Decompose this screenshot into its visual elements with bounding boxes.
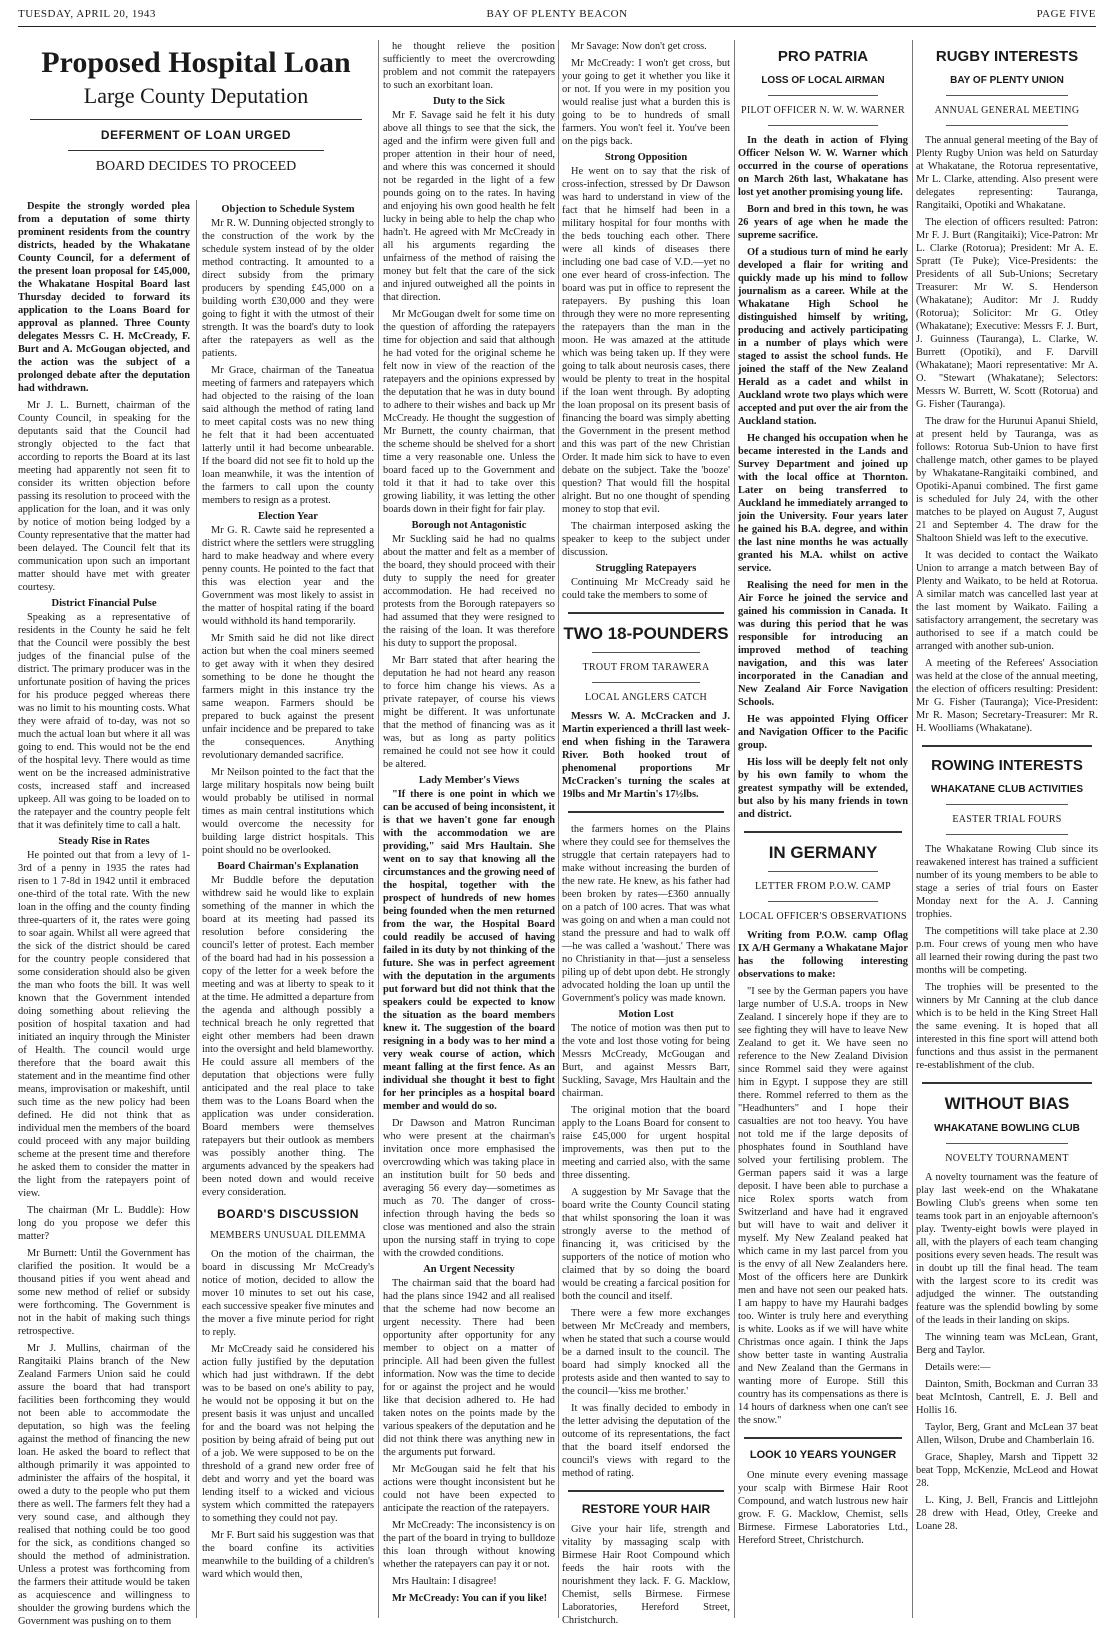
paragraph: Details were:— [925, 1362, 991, 1374]
crosshead: Borough not Antagonistic [411, 520, 527, 531]
paragraph: He was appointed Flying Officer and Navigation Officer to the Pacific group. [738, 714, 908, 751]
younger-ad-headline: LOOK 10 YEARS YOUNGER [749, 1449, 897, 1462]
hospital-article [18, 40, 374, 1627]
rugby-body [916, 134, 1098, 735]
paragraph: Mr Burnett: Until the Government has clarified the position. It would be a thousand pities if you went ahead and some new method of relief or subsidy were forthcoming. The Government is not in the habit of making such things retrospective. [18, 1248, 190, 1337]
rugby-deck-1: BAY OF PLENTY UNION [950, 75, 1064, 86]
paragraph: The election of officers resulted: Patron: Mr F. J. Burt (Rangitaiki); Vice-Patron: Mr L. Clarke (Rotorua); President: Mr A. E. Spratt (Te Puke); Vice-Presidents: the Presidents of all Sub-Unions; Secretary Treasurer: Mr W. S. Henderson (Whakatane); Auditor: Mr J. Ruddy (Rotorua); Solicitor: Mr G. Otley (Whakatane); Executive: Messrs F. J. Burt, J. Guinness (Tauranga), L. Clarke, W. Burrett (Opotiki), and F. Darvill (Whakatane); Maori representative: Mr A. O. "Stewart (Whakatane); Selectors: Messrs W. Burrett, W. Scott (Rotorua) and G. Fisher (Tauranga). [916, 217, 1098, 410]
rugby-deck-2: ANNUAL GENERAL MEETING [934, 105, 1080, 116]
paragraph: He changed his occupation when he became interested in the Lands and Survey Department and joined up with the local office at Thornton. Later on being transferred to Auckland he immediately arranged to join the University. Four years later he gained his B.A. degree, and within the last nine months he was actually granted his M.A. whilst on active service. [738, 433, 908, 574]
paragraph: Mr F. Burt said his suggestion was that the board confine its activities meanwhile to the building of a children's ward which would then, [202, 1530, 374, 1580]
paragraph: Despite the strongly worded plea from a deputation of some thirty prominent residents from the country districts, headed by the Whakatane County Council, for a deferment of the present loan proposal for £45,000, the Whakatane Hospital Board last Thursday decided to forward its application to the Loans Board for approval as planned. Three County delegates Messrs C. H. McCready, F. Burt and A. McGougan objected, and the action was the subject of a prolonged debate after the deputation had withdrawn. [18, 201, 190, 394]
paragraph: Dr Dawson and Matron Runciman who were present at the chairman's invitation once more emphasised the overcrowding which was taking place in an institution built for 50 beds and averaging 56 every day—sometimes as much as 70. The danger of cross-infection through having the beds so close was mentioned and also the strain upon the nursing staff in trying to cope with the crowded conditions. [383, 1118, 555, 1259]
germany-deck-1: LETTER FROM P.O.W. CAMP [755, 881, 891, 893]
paragraph: Mr Barr stated that after hearing the deputation he had not heard any reason to force him change his views. As a private ratepayer, of course his views might be different. It was unfortunate that the method of financing was as it was, but as long as party politics remained he could not see how it could be altered. [383, 655, 555, 770]
section-deck: MEMBERS UNUSUAL DILEMMA [210, 1230, 366, 1241]
column-rule [558, 40, 559, 1618]
hospital-column-a [18, 200, 190, 1627]
paragraph: Mr R. W. Dunning objected strongly to the construction of the work by the schedule system instead of by the older method contracting. It amounted to a direct subsidy from the primary producers by spending £45,000 on a building worth £30,000 and they were going to fight it with the utmost of their strength. It was the board's duty to look after the ratepayers as well as the patients. [202, 218, 374, 359]
paragraph: In the death in action of Flying Officer Nelson W. W. Warner which occurred in the course of operations on March 26th last, Whakatane has lost yet another promising young life. [738, 135, 908, 198]
pro-patria-deck-2: PILOT OFFICER N. W. W. WARNER [741, 105, 905, 116]
paragraph: Mr McCready: I won't get cross, but your going to get it whether you like it or not. If you were in my position you would realise just what a burden this is going to be to hundreds of small farmers. You won't feel it. You've been on the pigs back. [562, 58, 730, 147]
paragraph: Mr Grace, chairman of the Taneatua meeting of farmers and ratepayers which had objected to the raising of the loan said although the method of rating land to meet capital costs was no new thing he felt that it had been accentuated latterly until it had become unbearable. If the board did not see fit to hold up the loan meanwhile, it was the intention of the farmers to call upon the county members to resign as a protest. [202, 365, 374, 506]
paragraph: "I see by the German papers you have large number of U.S.A. troops in New Zealand. I sincerely hope if they are to see fighting they will have to leave New Zealand to get it. We have seen no reference to the New Zealand Division since Rommel said they were against him in Egypt. I suppose they are still there. Rommel referred to them as the "Headhunters" and I hope their casualties are not too heavy. You have not told me if the large deposits of phosphates found in Southland have solved your fertilising problem. The German papers said it was a large deposit. I have been able to purchase a nice Rolex sports watch from Switzerland and have had it engraved but will have to wait and deliver it myself. My New Zealand peaked hat which came in my last parcel from you is the envy of all New Zealanders here. Most of the officers here are Dunkirk men and have not seen our peaked hats. I am happy to have my Haurahi badges too. Winter is truly here and everything is white. Looks as if we will have white Christmas once again. I think the Japs show better taste in wanting Australia and New Zealand than the Germans in wanting more of Europe. Still this country has its compensations as there is 14 hours of darkness when one can't see the snow." [738, 986, 908, 1427]
crosshead: Steady Rise in Rates [58, 836, 150, 847]
paragraph: His loss will be deeply felt not only by his own family to whom the greatest sympathy will be extended, but also by his many friends in town and district. [738, 757, 908, 820]
headline: Proposed Hospital Loan [41, 46, 351, 79]
paragraph: There were a few more exchanges between Mr McCready and members, when he stated that such a course would be a darned insult to the council. The board had simply knocked all the protests aside and then wanted to say to the council—'kiss me brother.' [562, 1308, 730, 1398]
section-heading: BOARD'S DISCUSSION [217, 1207, 359, 1221]
crosshead: Election Year [258, 511, 318, 522]
bowling-headline: WITHOUT BIAS [944, 1094, 1070, 1113]
deck-1: Large County Deputation [83, 83, 309, 108]
hospital-column-b [202, 200, 374, 1618]
hair-ad-headline: RESTORE YOUR HAIR [581, 1502, 711, 1517]
trout-deck-2: LOCAL ANGLERS CATCH [584, 692, 707, 704]
paragraph: The notice of motion was then put to the vote and lost those voting for being Messrs McCready, McGougan and Burt, and against Messrs Barr, Suckling, Savage, Mrs Haultain and the chairman. [562, 1023, 730, 1100]
paragraph: The Whakatane Rowing Club since its reawakened interest has trained a sufficient number of its young members to be able to stage a series of trial fours on Easter Monday next for the A. J. Canning trophies. [916, 844, 1098, 920]
paragraph: On the motion of the chairman, the board in discussing Mr McCready's notice of motion, decided to allow the mover 10 minutes to set out his case, each successive speaker five minutes and the mover a five minute period for right to reply. [202, 1249, 374, 1338]
paragraph: The draw for the Hurunui Apanui Shield, at present held by Tauranga, was as follows: Rotorua Sub-Union to have first challenge match, other games to be played by Whakatane-Rangitaiki combined, and Opotiki-Apanui combined. The first game is scheduled for July 24, with the other matches to be played on August 7, August 21 and September 4. The draw for the Shaltoon Shield was left to the executive. [916, 416, 1098, 544]
paragraph: A novelty tournament was the feature of play last week-end on the Whakatane Bowling Club's greens when some ten teams took part in an enjoyable afternoon's play. Twenty-eight bowls were played in all, with the players of each team changing positions every seven heads. The result was in doubt up till the final head. The team with the largest score to its credit was adjudged the winner. The outstanding feature was the splendid bowling by some of the leads in their landing on skips. [916, 1172, 1098, 1327]
trout-headline: TWO 18-POUNDERS [563, 624, 729, 643]
paragraph: Mr J. Mullins, chairman of the Rangitaiki Plains branch of the New Zealand Farmers Union said he could assure the board that had transport facilities been forthcoming they would not been able to accommodate the deputation, so high was the feeling against the method of financing the new loan. He asked the board to reflect that although primarily it was appointed to administer the affairs of the hospital, it owed a duty to the people who put them there as well. The farmers felt they had a very sound case, and although they realised that nothing could be too good for the sick, as conditions changed so should the method of administration. Unless a protest was forthcoming from the farmers their attitude would be taken as acquiescence and willingness to shoulder the growing burdens which the Government was pushing on to them [18, 1343, 190, 1627]
paragraph: He went on to say that the risk of cross-infection, stressed by Dr Dawson was hard to understand in view of the fact that he himself had been in a military hospital for four months with the beds touching each other. There were all kinds of diseases there including one bad case of V.D.—yet no one ever heard of cross-infection. The board was put in office to represent the ratepayers. By pushing this loan through they were no more representing the ratepayers than the man in the moon. He was amazed at the attitude which was being taken up. If they were going to talk about neurosis cases, there would be plenty to treat in the hospital if the loan went through. By adopting the loan proposal on its present basis of financing the board was simply abetting the Government in the present method and this was part of the new Christian Order. It made him sick to have to even debate on the subject. Take the 'booze' question? That would fill the hospital alright. But no one thought of spending money to stop that evil. [562, 166, 730, 515]
column-4-top [562, 40, 730, 602]
column-rule [912, 40, 913, 1618]
paragraph: Mr J. L. Burnett, chairman of the County Council, in speaking for the deputants said that the Council had strongly objected to the fact that according to reports the Board at its last meeting had apparently not seen fit to consider its written objection before passing its resolution to proceed with the application for the loan, and it was only by notice of motion being lodged by a County representative that the matter had been delayed. The Council felt that its communication upon such an important matter should have met with greater courtesy. [18, 400, 190, 593]
paragraph: Mr McCready: You can if you like! [392, 1593, 548, 1604]
paragraph: It was finally decided to embody in the letter advising the deputation of the outcome of its representations, the fact that the board itself endorsed the council's views with regard to the method of rating. [562, 1403, 730, 1480]
paragraph: Continuing Mr McCready said he could take the members to some of [562, 577, 730, 601]
paragraph: The winning team was McLean, Grant, Berg and Taylor. [916, 1332, 1098, 1357]
page-number: PAGE FIVE [1036, 8, 1096, 20]
pro-patria-deck-1: LOSS OF LOCAL AIRMAN [761, 75, 885, 86]
paragraph: Born and bred in this town, he was 26 years of age when he made the supreme sacrifice. [738, 204, 908, 241]
paragraph: Grace, Shapley, Marsh and Tippett 32 beat Topp, McKenzie, McLeod and Howat 28. [916, 1452, 1098, 1490]
deck-2: DEFERMENT OF LOAN URGED [100, 128, 292, 143]
paragraph: Realising the need for men in the Air Force he joined the service and gained his commission in Canada. It was during this period that he was responsible for introducing an improved method of teaching navigation, and this was later incorporated in the Canadian and New Zealand Air Force Navigation Schools. [738, 580, 908, 708]
crosshead: Objection to Schedule System [221, 204, 355, 215]
paragraph: The chairman (Mr L. Buddle): How long do you propose we defer this matter? [18, 1205, 190, 1242]
rowing-deck-2: EASTER TRIAL FOURS [952, 814, 1062, 825]
rowing-body [916, 843, 1098, 1072]
paragraph: Of a studious turn of mind he early developed a flair for writing and quickly made up his mind to follow journalism as a career. While at the Whakatane High School he distinguished himself by writing, producing and actively participating in a number of plays which were staged to assist the school funds. He joined the staff of the New Zealand Herald as a cadet and whilst in Auckland wrote two plays which were accepted and put over the air from the Auckland station. [738, 247, 908, 427]
paragraph: Taylor, Berg, Grant and McLean 37 beat Allen, Wilson, Drube and Chamberlain 16. [916, 1422, 1098, 1447]
paragraph: The chairman said that the board had had the plans since 1942 and all realised that the scheme had now become an urgent necessity. There had been opportunity after opportunity for any member to object on a matter of principle. All had been given the fullest information. Now was the time to decide for or against the project and he would like that decision adhered to. He had taken notes on the points made by the various speakers of the deputation and he did not think there was anything new in the arguments put forward. [383, 1278, 555, 1458]
war-news-column [738, 40, 908, 1618]
bowling-body [916, 1171, 1098, 1533]
column-4-bottom [562, 823, 730, 1480]
crosshead: Struggling Ratepayers [595, 563, 697, 574]
paragraph: Dainton, Smith, Bockman and Curran 33 beat McIntosh, Cantrell, E. J. Bell and Hollis 16. [916, 1379, 1098, 1417]
pro-patria-body [738, 134, 908, 821]
crosshead: District Financial Pulse [51, 598, 157, 609]
paragraph: A meeting of the Referees' Association was held at the close of the annual meeting, the election of officers resulting: President: Mr G. Fisher (Tauranga); Vice-President: Mr R. Mason; Secretary-Treasurer: Mr R. H. Woolliams (Whakatane). [916, 658, 1098, 734]
paragraph: The trophies will be presented to the winners by Mr Canning at the club dance which is to be held in the King Street Hall the same evening. It is hoped that all interested in this fine sport will attend both functions and thus assist in the permanent re-establishment of the club. [916, 982, 1098, 1071]
germany-deck-2: LOCAL OFFICER'S OBSERVATIONS [739, 911, 907, 923]
crosshead: Strong Opposition [604, 152, 688, 163]
rowing-deck-1: WHAKATANE CLUB ACTIVITIES [930, 784, 1084, 795]
crosshead: Board Chairman's Explanation [217, 861, 359, 872]
bowling-deck-1: WHAKATANE BOWLING CLUB [934, 1123, 1080, 1135]
paragraph: Mr McGougan said he felt that his actions were thought inconsistent but he could not have been expected to anticipate the reaction of the ratepayers. [383, 1464, 555, 1514]
crosshead: Duty to the Sick [432, 96, 506, 107]
paragraph: "If there is one point in which we can be accused of being inconsistent, it is that we haven't gone far enough with the accommodation we are providing," said Mrs Haultain. She went on to say that knowing all the circumstances and the growing need of the hospital, together with the prospect of hundreds of new homes being founded when the men returned from the war, the Hospital Board could readily be accused of having failed in its duty by not thinking of the future. She was in perfect agreement with the deputation in the arguments put forward but did not think that the speakers could be expected to know the situation as the board members knew it. The suggestion of the board resigning in a body was to her mind a very weak course of action, which meant falling at the first fence. As an individual she thought it best to fight for her principles as a hospital board member and would do so. [383, 789, 555, 1112]
paragraph: The original motion that the board apply to the Loans Board for consent to raise £45,000 for urgent hospital improvements, was then put to the meeting and carried also, with the same three dissenting. [562, 1105, 730, 1182]
trout-body: Messrs W. A. McCracken and J. Martin experienced a thrill last week-end when fishing in the Tarawera River. Both hooked trout of phenomenal proportions Mr McCracken's turning the scales at 19lbs and Mr Martin's 17½lbs. [562, 711, 730, 801]
paragraph: Speaking as a representative of residents in the County he said he felt that the Council were possibly the best judges of the financial pulse of the district. The primary producer was in the unfortunate position of having the prices for his produce pegged whereas there was no limit to his mounting costs. What they were afraid of to-day, was not so much the actual loan but where it all was going to end. This would not be the end of the hospital levy. There would as time went on be the increased administrative costs, increased staff and increased upkeep. All was going to be loaded on to the ratepayer and the country people felt that it was definitely time to call a halt. [18, 612, 190, 831]
issue-date: TUESDAY, APRIL 20, 1943 [18, 8, 156, 20]
paragraph: Mr Neilson pointed to the fact that the large military hospitals now being built would probably be utilised in normal times as main central institutions which would overcome the necessity for building large district hospitals. This point should no be overlooked. [202, 767, 374, 856]
sports-column [916, 40, 1098, 1618]
paragraph: he thought relieve the position sufficiently to meet the overcrowding problem and not commit the ratepayers to such an exorbitant loan. [383, 41, 555, 91]
paragraph: The annual general meeting of the Bay of Plenty Rugby Union was held on Saturday at Whakatane, the Rotorua representative, Mr L. Clarke, attending. Also present were delegates representing: Tauranga, Rangitaiki, Opotiki and Whakatane. [916, 135, 1098, 211]
paragraph: Writing from P.O.W. camp Oflag IX A/H Germany a Whakatane Major has the following interesting observations to make: [738, 930, 908, 981]
paragraph: Mr G. R. Cawte said he represented a district where the settlers were struggling hard to make headway and where every penny counts. He pointed to the fact that this was election year and the Government was most likely to assist in the matter of hospital rating if the board would withhold its hand temporarily. [202, 525, 374, 627]
deck-3: BOARD DECIDES TO PROCEED [95, 159, 297, 175]
hair-ad-body: Give your hair life, strength and vitality by massaging scalp with Birmese Hair Root Compound which feeds the hair roots with the nourishment they lack. F. G. Macklow, Chemist, sells Birmese. Firmese Laboratories, Hereford Street, Christchurch. [562, 1523, 730, 1626]
crosshead: Motion Lost [618, 1009, 674, 1021]
crosshead: An Urgent Necessity [423, 1264, 515, 1275]
rugby-headline: RUGBY INTERESTS [935, 48, 1079, 65]
paragraph: It was decided to contact the Waikato Union to arrange a match between Bay of Plenty and Waikato, to be held at Rotorua. A similar match was cancelled last year at the last moment by Waikato. Failing a satisfactory arrangement, the secretary was authorised to see if a match could be arranged with another sub-union. [916, 550, 1098, 652]
bowling-deck-2: NOVELTY TOURNAMENT [945, 1153, 1069, 1165]
paragraph: The chairman interposed asking the speaker to keep to the subject under discussion. [562, 521, 730, 558]
hospital-continued-2 [562, 40, 730, 1626]
germany-body [738, 929, 908, 1427]
paragraph: Mr Buddle before the deputation withdrew said he would like to explain something of the manner in which the board at its meeting had passed its resolution before considering the council's letter of protest. Each member of the board had had in his possession a copy of the letter for a week before the meeting and was at liberty to speak to it at the time. He admitted a departure from the agenda and although possibly a technical breach he only regretted that eight other members had been drawn into the oversight and held blameworthy. He could assure all members of the deputation that objections were fully anticipated and the real place to take them was to the Loans Board when the application was under consideration. Board members were themselves ratepayers but their outlook as members was possibly another thing. The arguments advanced by the speakers had been noted down and would receive every consideration. [202, 875, 374, 1198]
trout-deck-1: TROUT FROM TARAWERA [582, 662, 710, 674]
paragraph: Mr McGougan dwelt for some time on the question of affording the ratepayers time for objection and said that although he had voted for the original scheme he felt now in view of the reaction of the ratepayers and the opinions expressed by the deputation that he was in duty bound to adhere to their wishes and back up Mr McCready. He thought the suggestion of Mr Burnett, the county chairman, that the scheme should be shelved for a short time a very reasonable one. Unless the board faced up to the Government and told it that it had to take over this growing liability, it was letting the other boards down in their fight for fair play. [383, 309, 555, 515]
paragraph: Mr F. Savage said he felt it his duty above all things to see that the sick, the aged and the infirm were given full and proper attention in their hour of need, and where this was concerned it should not be regarded in the light of a few pounds going on to the rates. In having and enjoying his own good health he felt lucky in being able to help the chap who hadn't. He agreed with Mr McCready in all his arguments regarding the unfairness of the method of raising the money but felt that the care of the sick and injured outweighed all the points in that direction. [383, 110, 555, 303]
paragraph: He pointed out that from a levy of 1-3rd of a penny in 1935 the rates had risen to 1 7-8d in 1942 until it embraced one-third of the total rate. With the new loan in the offing and the county finding three-quarters of it, the rates were going to soar again. Whilst all were agreed that the sick of the district should be cared for the country people considered that some consideration should also be given the man who foots the bill. It was well known that the Government intended doing something about relieving the position of hospital taxation and had initiated an inquiry through the Minister of Health. The council would urge therefore that the board await this statement and in the meantime find other means, improvisation or makeshift, until such time as the new policy had been defined. He did not think that as individual men the members of the board could proceed with any major building scheme at the present time and therefore he asked them to consider the matter in the light from the ratepayers point of view. [18, 850, 190, 1199]
paragraph: Mr Smith said he did not like direct action but when the coal miners seemed to get away with it when they desired something to be done he thought the farmers might in this instance try the same weapon. Farmers should be prepared to buck against the present unfair incidence and be prepared to take the consequences. Anything revolutionary demanded sacrifice. [202, 633, 374, 761]
paragraph: Mr McCready said he considered his action fully justified by the deputation which had just withdrawn. If the debt was to be based on one's ability to pay, he would not be opposing it but on the present basis it was unjust and uncalled for and the board was not helping the position by being afraid of being put out of a job. We were supposed to be on the threshold of a grand new order free of debt and worry and yet the board was lending itself to a wicked and vicious system which committed the ratepayers to something they could not pay. [202, 1344, 374, 1524]
column-rule [734, 40, 735, 1618]
column-rule [378, 40, 379, 1618]
paragraph: L. King, J. Bell, Francis and Littlejohn 28 drew with Head, Otley, Creeke and Loane 28. [916, 1495, 1098, 1533]
paragraph: Mr Suckling said he had no qualms about the matter and felt as a member of the board, they should proceed with their duty to supply the need for greater accommodation. He had received no protests from the Borough ratepayers so had assumed that they were resigned to the raising of the loan. It was therefore his duty to support the proposal. [383, 534, 555, 649]
paragraph: Mr McCready: The inconsistency is on the part of the board in trying to bulldoze this loan through without knowing whether the ratepayers can pay it or not. [383, 1520, 555, 1570]
column-rule [196, 200, 197, 1618]
paragraph: Mr Savage: Now don't get cross. [571, 41, 707, 52]
crosshead: Lady Member's Views [418, 775, 520, 786]
pro-patria-headline: PRO PATRIA [777, 48, 869, 65]
rowing-headline: ROWING INTERESTS [931, 757, 1083, 774]
page-header [18, 2, 1096, 27]
newspaper-name: BAY OF PLENTY BEACON [486, 8, 628, 20]
paragraph: The competitions will take place at 2.30 p.m. Four crews of young men who have all learned their rowing during the past two months will be competing. [916, 926, 1098, 976]
newspaper-page [18, 40, 1098, 1627]
paragraph: the farmers homes on the Plains where they could see for themselves the struggle that certain ratepayers had to make without increasing the burden of the new rate. He knew, as his father had been broken by rates—£360 annually on a patch of 100 acres. That was what was going on and when a man could not stand the pressure and had to walk off—he was called a 'washout.' There was no Christianity in that—just a senseless piling up of debt upon debt. He strongly advocated holding the loan up until the Government's policy was made known. [562, 824, 730, 1005]
paragraph: Mrs Haultain: I disagree! [392, 1576, 497, 1587]
younger-ad-body: One minute every evening massage your scalp with Birmese Hair Root Compound, and watch lustrous new hair grow. F. G. Macklow, Chemist, sells Birmese. Firmese Laboratories Ltd., Hereford Street, Christchurch. [738, 1469, 908, 1546]
hospital-continued [383, 40, 555, 1618]
paragraph: A suggestion by Mr Savage that the board write the County Council stating that whilst sponsoring the loan it was strongly averse to the method of financing it, was criticised by the supporters of the notice of motion who claimed that by so doing the board would be creating a farcical position for both the council and itself. [562, 1187, 730, 1303]
germany-headline: IN GERMANY [768, 843, 878, 862]
